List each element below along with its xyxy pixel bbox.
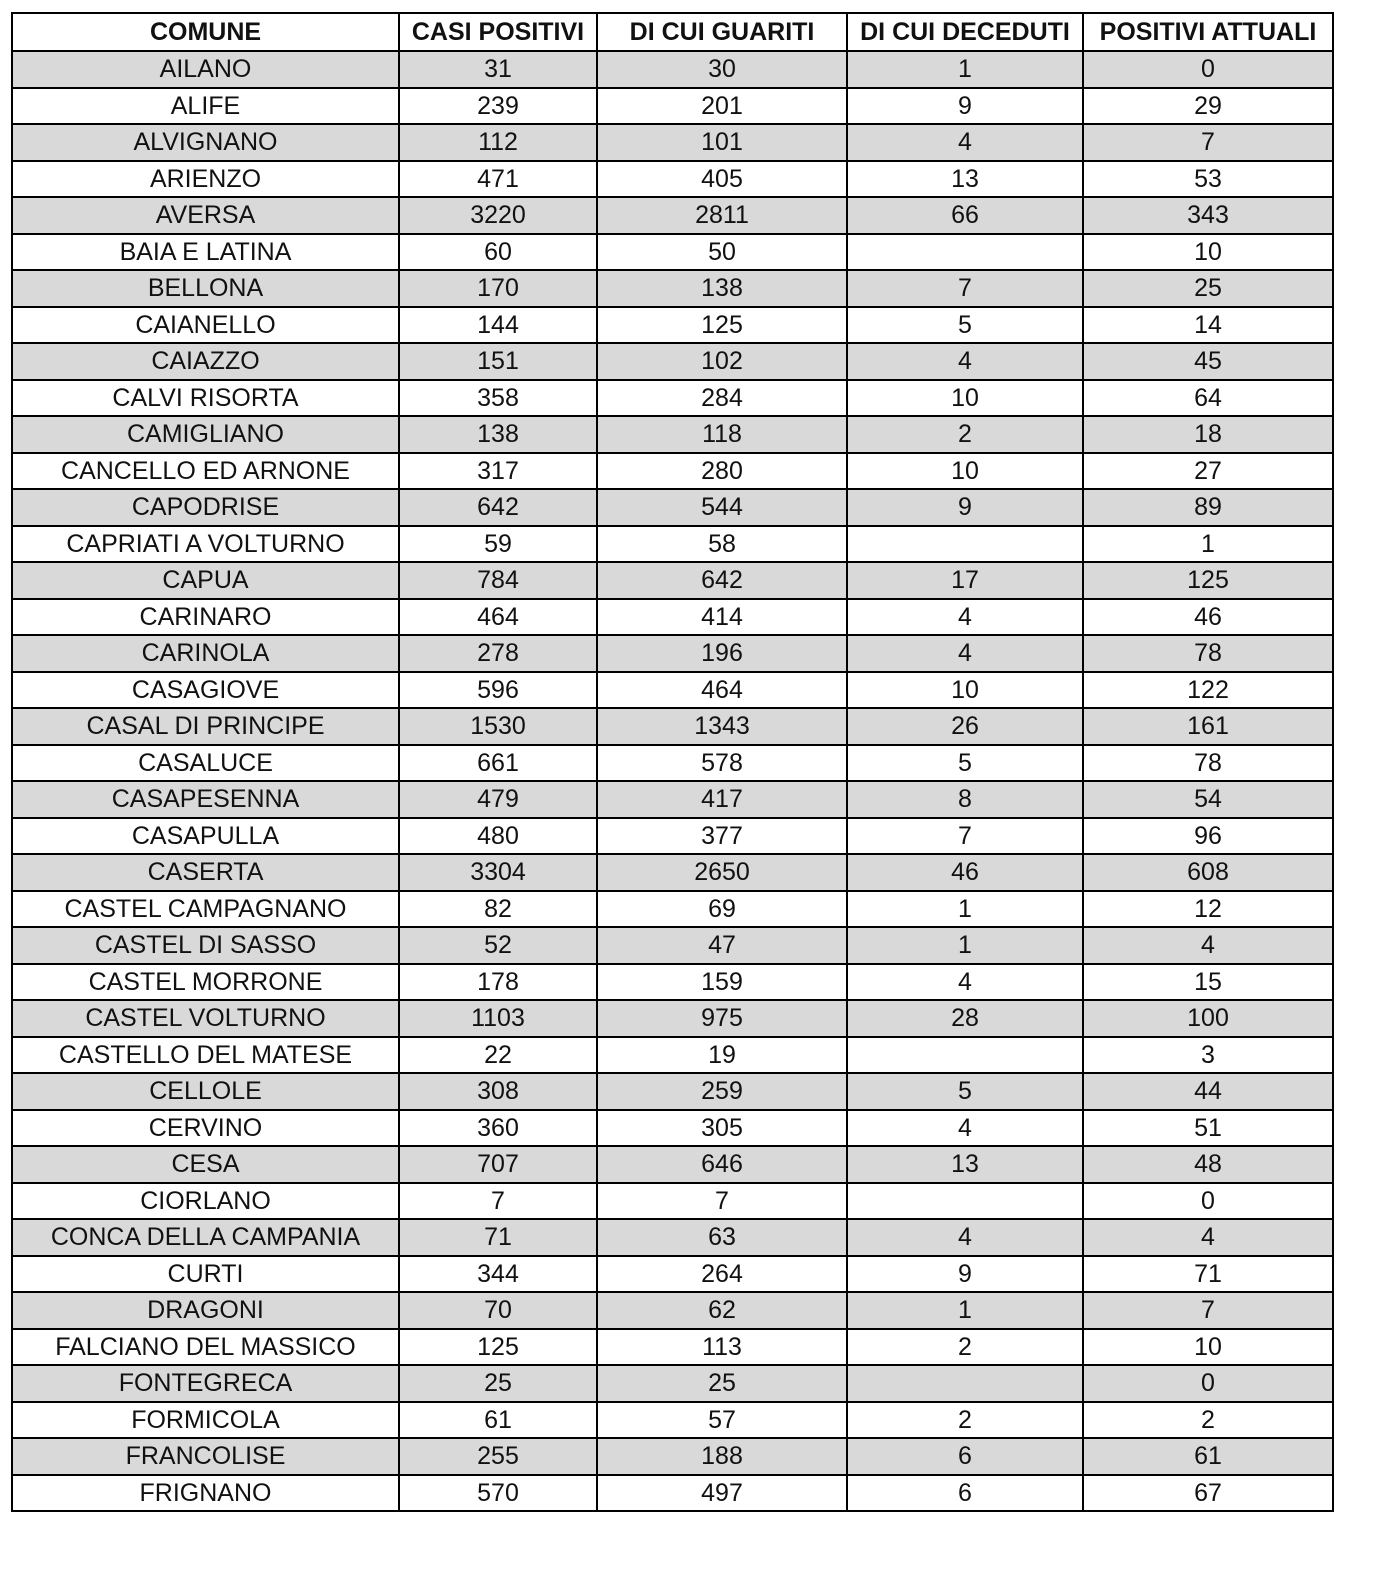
table-row xyxy=(12,234,1333,271)
cell-guariti: 101 xyxy=(597,124,847,161)
cell-casi-positivi: 308 xyxy=(399,1073,597,1110)
cell-comune: CASTEL CAMPAGNANO xyxy=(12,891,399,928)
cell-comune: FRIGNANO xyxy=(12,1475,399,1512)
table-row xyxy=(12,526,1333,563)
cell-positivi-attuali: 7 xyxy=(1083,1292,1333,1329)
cell-comune: ALIFE xyxy=(12,88,399,125)
table-row xyxy=(12,599,1333,636)
cell-comune: CIORLANO xyxy=(12,1183,399,1220)
cell-casi-positivi: 255 xyxy=(399,1438,597,1475)
cell-guariti: 377 xyxy=(597,818,847,855)
cell-casi-positivi: 3220 xyxy=(399,197,597,234)
cell-casi-positivi: 471 xyxy=(399,161,597,198)
table-row xyxy=(12,380,1333,417)
cell-deceduti: 2 xyxy=(847,416,1083,453)
cell-comune: ALVIGNANO xyxy=(12,124,399,161)
cell-deceduti: 5 xyxy=(847,745,1083,782)
cell-positivi-attuali: 18 xyxy=(1083,416,1333,453)
cell-guariti: 646 xyxy=(597,1146,847,1183)
cell-comune: CASTEL VOLTURNO xyxy=(12,1000,399,1037)
cell-positivi-attuali: 0 xyxy=(1083,1365,1333,1402)
cell-positivi-attuali: 64 xyxy=(1083,380,1333,417)
cell-positivi-attuali: 12 xyxy=(1083,891,1333,928)
cell-deceduti: 26 xyxy=(847,708,1083,745)
table-row xyxy=(12,1475,1333,1512)
cell-casi-positivi: 7 xyxy=(399,1183,597,1220)
cell-positivi-attuali: 7 xyxy=(1083,124,1333,161)
table-row xyxy=(12,1365,1333,1402)
cell-comune: CASAGIOVE xyxy=(12,672,399,709)
cell-positivi-attuali: 53 xyxy=(1083,161,1333,198)
cell-casi-positivi: 784 xyxy=(399,562,597,599)
cell-deceduti: 10 xyxy=(847,672,1083,709)
cell-casi-positivi: 464 xyxy=(399,599,597,636)
cell-positivi-attuali: 67 xyxy=(1083,1475,1333,1512)
cell-guariti: 159 xyxy=(597,964,847,1001)
cell-guariti: 2811 xyxy=(597,197,847,234)
cell-deceduti: 1 xyxy=(847,927,1083,964)
table-row xyxy=(12,1073,1333,1110)
cell-comune: AILANO xyxy=(12,51,399,88)
table-row xyxy=(12,88,1333,125)
header-row xyxy=(12,13,1333,51)
cell-comune: FONTEGRECA xyxy=(12,1365,399,1402)
cell-guariti: 30 xyxy=(597,51,847,88)
header-comune: COMUNE xyxy=(12,13,399,51)
cell-guariti: 284 xyxy=(597,380,847,417)
cell-casi-positivi: 661 xyxy=(399,745,597,782)
table-row xyxy=(12,1183,1333,1220)
cell-positivi-attuali: 71 xyxy=(1083,1256,1333,1293)
cell-deceduti: 9 xyxy=(847,1256,1083,1293)
cell-positivi-attuali: 4 xyxy=(1083,927,1333,964)
table-row xyxy=(12,1402,1333,1439)
cell-comune: CAMIGLIANO xyxy=(12,416,399,453)
table-row xyxy=(12,891,1333,928)
cell-casi-positivi: 59 xyxy=(399,526,597,563)
cell-positivi-attuali: 2 xyxy=(1083,1402,1333,1439)
cell-comune: CASAL DI PRINCIPE xyxy=(12,708,399,745)
cell-casi-positivi: 1530 xyxy=(399,708,597,745)
cell-positivi-attuali: 46 xyxy=(1083,599,1333,636)
cell-casi-positivi: 71 xyxy=(399,1219,597,1256)
cell-guariti: 264 xyxy=(597,1256,847,1293)
cell-guariti: 464 xyxy=(597,672,847,709)
cell-guariti: 188 xyxy=(597,1438,847,1475)
cell-guariti: 138 xyxy=(597,270,847,307)
cell-deceduti: 13 xyxy=(847,161,1083,198)
cell-casi-positivi: 70 xyxy=(399,1292,597,1329)
cell-positivi-attuali: 3 xyxy=(1083,1037,1333,1074)
cell-casi-positivi: 707 xyxy=(399,1146,597,1183)
cell-casi-positivi: 138 xyxy=(399,416,597,453)
table-row xyxy=(12,1329,1333,1366)
cell-deceduti: 9 xyxy=(847,88,1083,125)
cell-positivi-attuali: 27 xyxy=(1083,453,1333,490)
cell-positivi-attuali: 51 xyxy=(1083,1110,1333,1147)
cell-guariti: 259 xyxy=(597,1073,847,1110)
cell-positivi-attuali: 96 xyxy=(1083,818,1333,855)
cell-positivi-attuali: 0 xyxy=(1083,51,1333,88)
cell-comune: CALVI RISORTA xyxy=(12,380,399,417)
cell-casi-positivi: 3304 xyxy=(399,854,597,891)
cell-casi-positivi: 31 xyxy=(399,51,597,88)
cell-comune: DRAGONI xyxy=(12,1292,399,1329)
cell-positivi-attuali: 29 xyxy=(1083,88,1333,125)
cell-deceduti: 4 xyxy=(847,599,1083,636)
table-row xyxy=(12,964,1333,1001)
table-row xyxy=(12,635,1333,672)
cell-comune: CAIANELLO xyxy=(12,307,399,344)
cell-casi-positivi: 317 xyxy=(399,453,597,490)
cell-comune: ARIENZO xyxy=(12,161,399,198)
cell-guariti: 196 xyxy=(597,635,847,672)
cell-positivi-attuali: 161 xyxy=(1083,708,1333,745)
cell-positivi-attuali: 61 xyxy=(1083,1438,1333,1475)
table-row xyxy=(12,1146,1333,1183)
table-row xyxy=(12,672,1333,709)
cell-deceduti: 4 xyxy=(847,964,1083,1001)
cell-comune: CASALUCE xyxy=(12,745,399,782)
cell-guariti: 642 xyxy=(597,562,847,599)
cell-guariti: 578 xyxy=(597,745,847,782)
cell-comune: CARINARO xyxy=(12,599,399,636)
cell-guariti: 305 xyxy=(597,1110,847,1147)
cell-casi-positivi: 344 xyxy=(399,1256,597,1293)
table-row xyxy=(12,124,1333,161)
table-row xyxy=(12,1219,1333,1256)
table-row xyxy=(12,818,1333,855)
cell-guariti: 63 xyxy=(597,1219,847,1256)
table-row xyxy=(12,1292,1333,1329)
cell-guariti: 125 xyxy=(597,307,847,344)
cell-positivi-attuali: 608 xyxy=(1083,854,1333,891)
cell-deceduti: 2 xyxy=(847,1402,1083,1439)
cell-guariti: 414 xyxy=(597,599,847,636)
cell-positivi-attuali: 14 xyxy=(1083,307,1333,344)
table-row xyxy=(12,270,1333,307)
cell-deceduti: 7 xyxy=(847,270,1083,307)
cell-comune: CASERTA xyxy=(12,854,399,891)
cell-casi-positivi: 151 xyxy=(399,343,597,380)
header-casi-positivi: CASI POSITIVI xyxy=(399,13,597,51)
cell-guariti: 102 xyxy=(597,343,847,380)
cell-deceduti: 46 xyxy=(847,854,1083,891)
cell-casi-positivi: 144 xyxy=(399,307,597,344)
cell-deceduti: 7 xyxy=(847,818,1083,855)
table-row xyxy=(12,343,1333,380)
cell-deceduti: 6 xyxy=(847,1475,1083,1512)
cell-guariti: 47 xyxy=(597,927,847,964)
cell-guariti: 50 xyxy=(597,234,847,271)
cell-positivi-attuali: 44 xyxy=(1083,1073,1333,1110)
cell-deceduti: 2 xyxy=(847,1329,1083,1366)
cell-casi-positivi: 60 xyxy=(399,234,597,271)
table-row xyxy=(12,927,1333,964)
cell-comune: FRANCOLISE xyxy=(12,1438,399,1475)
cell-deceduti: 4 xyxy=(847,1219,1083,1256)
cell-positivi-attuali: 100 xyxy=(1083,1000,1333,1037)
cell-positivi-attuali: 125 xyxy=(1083,562,1333,599)
cell-comune: CESA xyxy=(12,1146,399,1183)
table-row xyxy=(12,1037,1333,1074)
table-row xyxy=(12,1438,1333,1475)
cell-deceduti: 4 xyxy=(847,635,1083,672)
cell-positivi-attuali: 0 xyxy=(1083,1183,1333,1220)
table-row xyxy=(12,307,1333,344)
cell-casi-positivi: 22 xyxy=(399,1037,597,1074)
cell-comune: CAPRIATI A VOLTURNO xyxy=(12,526,399,563)
cell-positivi-attuali: 1 xyxy=(1083,526,1333,563)
cell-positivi-attuali: 89 xyxy=(1083,489,1333,526)
cell-deceduti xyxy=(847,234,1083,271)
header-positivi-attuali: POSITIVI ATTUALI xyxy=(1083,13,1333,51)
cell-deceduti xyxy=(847,1037,1083,1074)
table-body xyxy=(12,51,1333,1511)
cell-deceduti: 1 xyxy=(847,891,1083,928)
cell-casi-positivi: 1103 xyxy=(399,1000,597,1037)
cell-guariti: 7 xyxy=(597,1183,847,1220)
cell-comune: CELLOLE xyxy=(12,1073,399,1110)
cell-deceduti xyxy=(847,526,1083,563)
cell-casi-positivi: 61 xyxy=(399,1402,597,1439)
cell-casi-positivi: 112 xyxy=(399,124,597,161)
cell-deceduti: 9 xyxy=(847,489,1083,526)
cell-deceduti: 6 xyxy=(847,1438,1083,1475)
cell-positivi-attuali: 122 xyxy=(1083,672,1333,709)
table-row xyxy=(12,745,1333,782)
table-row xyxy=(12,854,1333,891)
cell-guariti: 1343 xyxy=(597,708,847,745)
cell-deceduti: 1 xyxy=(847,51,1083,88)
table-row xyxy=(12,1110,1333,1147)
cell-deceduti: 13 xyxy=(847,1146,1083,1183)
table-row xyxy=(12,416,1333,453)
cell-comune: CAPUA xyxy=(12,562,399,599)
cell-deceduti: 1 xyxy=(847,1292,1083,1329)
cell-casi-positivi: 278 xyxy=(399,635,597,672)
header-guariti: DI CUI GUARITI xyxy=(597,13,847,51)
cell-guariti: 417 xyxy=(597,781,847,818)
cell-casi-positivi: 360 xyxy=(399,1110,597,1147)
cell-guariti: 62 xyxy=(597,1292,847,1329)
cell-casi-positivi: 642 xyxy=(399,489,597,526)
cell-comune: FORMICOLA xyxy=(12,1402,399,1439)
table-row xyxy=(12,1256,1333,1293)
table-row xyxy=(12,708,1333,745)
cell-comune: CERVINO xyxy=(12,1110,399,1147)
cell-comune: CARINOLA xyxy=(12,635,399,672)
cell-guariti: 25 xyxy=(597,1365,847,1402)
cell-deceduti: 10 xyxy=(847,380,1083,417)
cell-guariti: 975 xyxy=(597,1000,847,1037)
cell-casi-positivi: 125 xyxy=(399,1329,597,1366)
cell-casi-positivi: 358 xyxy=(399,380,597,417)
cell-comune: CASAPESENNA xyxy=(12,781,399,818)
cell-guariti: 201 xyxy=(597,88,847,125)
cell-casi-positivi: 25 xyxy=(399,1365,597,1402)
cell-positivi-attuali: 10 xyxy=(1083,234,1333,271)
cell-positivi-attuali: 48 xyxy=(1083,1146,1333,1183)
cell-comune: FALCIANO DEL MASSICO xyxy=(12,1329,399,1366)
cell-comune: CASTELLO DEL MATESE xyxy=(12,1037,399,1074)
cell-comune: CAIAZZO xyxy=(12,343,399,380)
cell-guariti: 2650 xyxy=(597,854,847,891)
cell-positivi-attuali: 4 xyxy=(1083,1219,1333,1256)
table-row xyxy=(12,489,1333,526)
table-row xyxy=(12,197,1333,234)
cell-deceduti: 5 xyxy=(847,1073,1083,1110)
cell-deceduti: 8 xyxy=(847,781,1083,818)
cell-comune: CASAPULLA xyxy=(12,818,399,855)
cell-positivi-attuali: 54 xyxy=(1083,781,1333,818)
cell-guariti: 544 xyxy=(597,489,847,526)
header-deceduti: DI CUI DECEDUTI xyxy=(847,13,1083,51)
cell-guariti: 58 xyxy=(597,526,847,563)
cell-casi-positivi: 480 xyxy=(399,818,597,855)
table-row xyxy=(12,51,1333,88)
covid-cases-table xyxy=(11,12,1334,1512)
cell-positivi-attuali: 78 xyxy=(1083,745,1333,782)
cell-positivi-attuali: 45 xyxy=(1083,343,1333,380)
cell-guariti: 280 xyxy=(597,453,847,490)
cell-guariti: 113 xyxy=(597,1329,847,1366)
cell-casi-positivi: 52 xyxy=(399,927,597,964)
cell-casi-positivi: 239 xyxy=(399,88,597,125)
cell-comune: CAPODRISE xyxy=(12,489,399,526)
table-row xyxy=(12,562,1333,599)
cell-deceduti: 17 xyxy=(847,562,1083,599)
cell-deceduti: 4 xyxy=(847,124,1083,161)
cell-guariti: 19 xyxy=(597,1037,847,1074)
cell-positivi-attuali: 25 xyxy=(1083,270,1333,307)
cell-guariti: 497 xyxy=(597,1475,847,1512)
cell-comune: CURTI xyxy=(12,1256,399,1293)
cell-comune: AVERSA xyxy=(12,197,399,234)
cell-deceduti: 4 xyxy=(847,1110,1083,1147)
cell-positivi-attuali: 78 xyxy=(1083,635,1333,672)
cell-casi-positivi: 479 xyxy=(399,781,597,818)
cell-deceduti: 66 xyxy=(847,197,1083,234)
cell-deceduti: 5 xyxy=(847,307,1083,344)
cell-guariti: 405 xyxy=(597,161,847,198)
cell-positivi-attuali: 343 xyxy=(1083,197,1333,234)
cell-casi-positivi: 82 xyxy=(399,891,597,928)
cell-deceduti xyxy=(847,1365,1083,1402)
cell-comune: BAIA E LATINA xyxy=(12,234,399,271)
cell-casi-positivi: 570 xyxy=(399,1475,597,1512)
cell-deceduti: 4 xyxy=(847,343,1083,380)
table-row xyxy=(12,161,1333,198)
cell-comune: CANCELLO ED ARNONE xyxy=(12,453,399,490)
table-row xyxy=(12,453,1333,490)
table-row xyxy=(12,781,1333,818)
cell-guariti: 69 xyxy=(597,891,847,928)
cell-comune: CASTEL DI SASSO xyxy=(12,927,399,964)
cell-deceduti xyxy=(847,1183,1083,1220)
cell-comune: CASTEL MORRONE xyxy=(12,964,399,1001)
cell-positivi-attuali: 15 xyxy=(1083,964,1333,1001)
cell-deceduti: 28 xyxy=(847,1000,1083,1037)
table-row xyxy=(12,1000,1333,1037)
cell-casi-positivi: 596 xyxy=(399,672,597,709)
cell-comune: BELLONA xyxy=(12,270,399,307)
cell-positivi-attuali: 10 xyxy=(1083,1329,1333,1366)
cell-casi-positivi: 170 xyxy=(399,270,597,307)
cell-deceduti: 10 xyxy=(847,453,1083,490)
cell-guariti: 57 xyxy=(597,1402,847,1439)
cell-comune: CONCA DELLA CAMPANIA xyxy=(12,1219,399,1256)
cell-guariti: 118 xyxy=(597,416,847,453)
cell-casi-positivi: 178 xyxy=(399,964,597,1001)
